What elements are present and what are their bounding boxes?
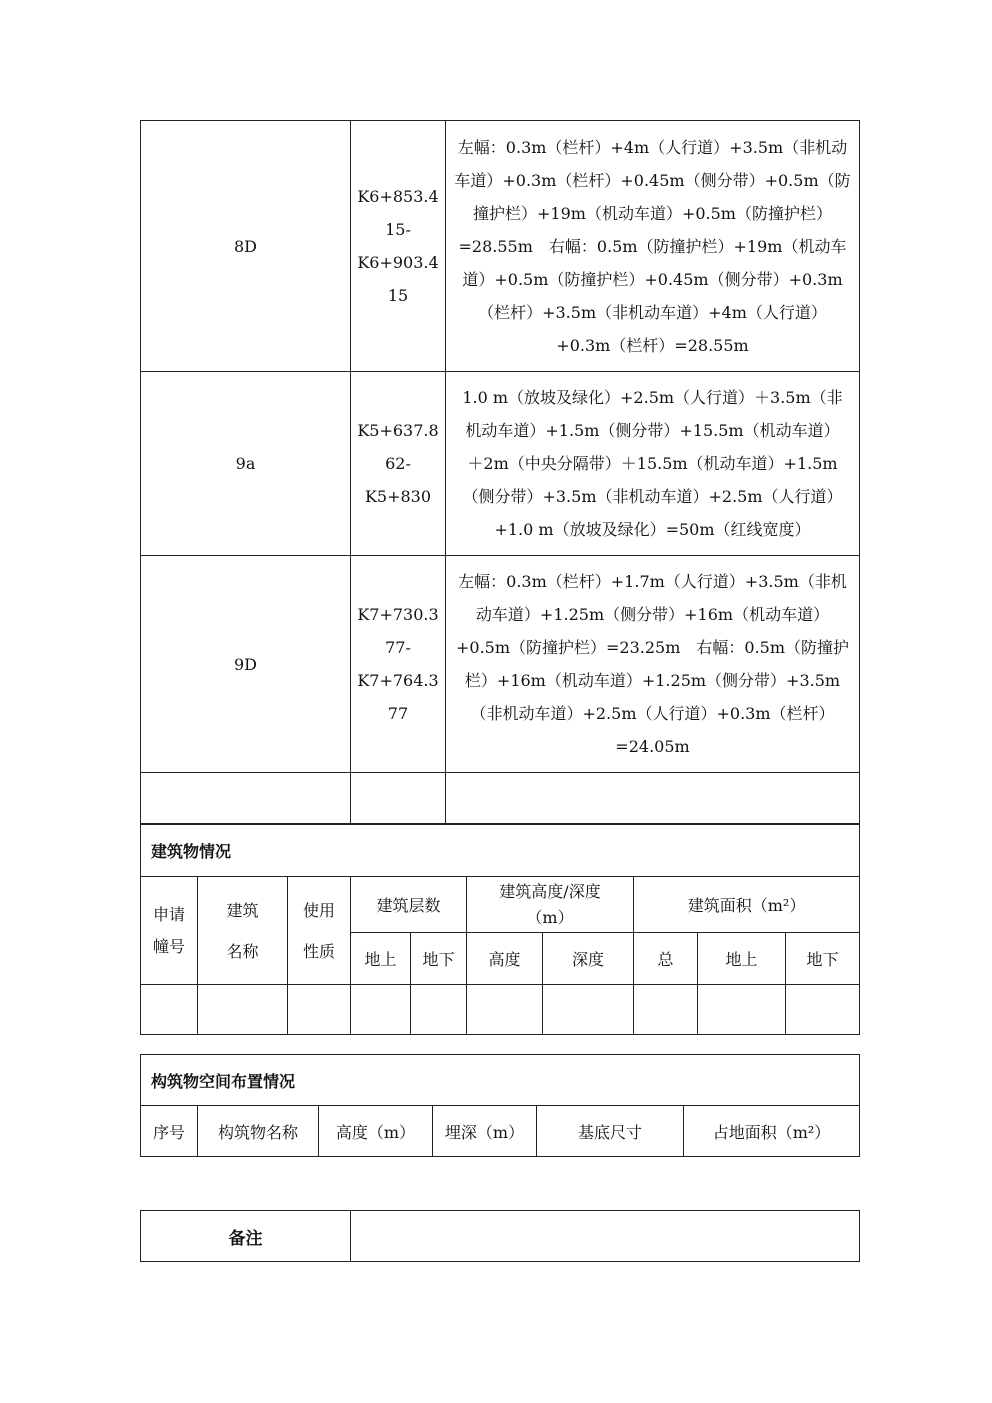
width-line: 1.0 m（放坡及绿化）+2.5m（人行道）＋3.5m（非: [462, 388, 843, 407]
sub-floors-above: 地上: [351, 933, 411, 985]
sub-area-above: 地上: [698, 933, 786, 985]
width-line: （侧分带）+3.5m（非机动车道）+2.5m（人行道）: [462, 487, 843, 506]
structures-table: [140, 1054, 860, 1157]
buildings-title-row: [141, 825, 860, 877]
stake-line: K5+830: [364, 487, 432, 506]
header-burial-depth: 埋深（m）: [433, 1106, 537, 1157]
header-seq: 序号: [141, 1106, 198, 1157]
empty-cell[interactable]: [698, 985, 786, 1035]
road-row: [141, 121, 860, 372]
road-stake-range: [351, 121, 446, 372]
structures-header-row: [141, 1106, 860, 1157]
structures-title: 构筑物空间布置情况: [141, 1055, 860, 1106]
width-line: 机动车道）+1.5m（侧分带）+15.5m（机动车道）: [465, 421, 840, 440]
header-floors: 建筑层数: [351, 877, 467, 933]
buildings-header-row: [141, 877, 860, 933]
empty-cell[interactable]: [351, 773, 446, 824]
width-line: 左幅：0.3m（栏杆）+1.7m（人行道）+3.5m（非机: [458, 572, 847, 591]
width-line: =24.05m: [615, 737, 690, 756]
width-line: 动车道）+1.25m（侧分带）+16m（机动车道）: [475, 605, 830, 624]
width-line: 栏）+16m（机动车道）+1.25m（侧分带）+3.5m: [464, 671, 841, 690]
road-width-description: [446, 556, 860, 773]
width-line: ＋2m（中央分隔带）＋15.5m（机动车道）+1.5m: [467, 454, 838, 473]
empty-cell[interactable]: [467, 985, 543, 1035]
header-building-id: 申请 幢号: [141, 877, 198, 985]
stake-line: K6+903.4: [357, 253, 439, 272]
road-row: [141, 372, 860, 556]
stake-line: 15: [387, 286, 409, 305]
road-stake-range: [351, 372, 446, 556]
empty-cell[interactable]: [634, 985, 698, 1035]
road-stake-range: [351, 556, 446, 773]
empty-cell[interactable]: [141, 985, 198, 1035]
buildings-empty-row: [141, 985, 860, 1035]
sub-area-below: 地下: [786, 933, 860, 985]
stake-line: 77-: [385, 638, 411, 657]
empty-cell[interactable]: [411, 985, 467, 1035]
remarks-value[interactable]: [351, 1211, 860, 1262]
road-row: [141, 556, 860, 773]
road-section-id: 9a: [141, 372, 351, 556]
empty-road-row: [141, 773, 860, 824]
buildings-table: [140, 824, 860, 1035]
structures-title-row: [141, 1055, 860, 1106]
sub-depth: 深度: [543, 933, 634, 985]
header-height-depth: 建筑高度/深度 （m）: [467, 877, 634, 933]
empty-cell[interactable]: [446, 773, 860, 824]
sub-area-total: 总: [634, 933, 698, 985]
sub-floors-below: 地下: [411, 933, 467, 985]
header-area: 建筑面积（m²）: [634, 877, 860, 933]
header-usage: 使用 性质: [288, 877, 351, 985]
road-section-id: 9D: [141, 556, 351, 773]
stake-line: 15-: [385, 220, 411, 239]
header-footprint-area: 占地面积（m²）: [684, 1106, 860, 1157]
header-structure-name: 构筑物名称: [198, 1106, 319, 1157]
stake-line: K5+637.8: [357, 421, 439, 440]
width-line: +1.0 m（放坡及绿化）=50m（红线宽度）: [494, 520, 811, 539]
header-height: 高度（m）: [319, 1106, 433, 1157]
header-building-name: 建筑 名称: [198, 877, 288, 985]
empty-cell[interactable]: [543, 985, 634, 1035]
remarks-label: 备注: [141, 1211, 351, 1262]
stake-line: 77: [387, 704, 409, 723]
empty-cell[interactable]: [351, 985, 411, 1035]
width-line: 道）+0.5m（防撞护栏）+0.45m（侧分带）+0.3m: [462, 269, 843, 289]
width-line: +0.5m（防撞护栏）=23.25m 右幅：0.5m（防撞护: [455, 638, 850, 657]
width-line: （栏杆）+3.5m（非机动车道）+4m（人行道）: [478, 302, 827, 322]
empty-cell[interactable]: [786, 985, 860, 1035]
remarks-row: [141, 1211, 860, 1262]
width-line: （非机动车道）+2.5m（人行道）+0.3m（栏杆）: [470, 704, 835, 723]
empty-cell[interactable]: [141, 773, 351, 824]
empty-cell[interactable]: [288, 985, 351, 1035]
width-line: 撞护栏）+19m（机动车道）+0.5m（防撞护栏）: [473, 203, 832, 223]
stake-line: K7+764.3: [357, 671, 439, 690]
sub-height: 高度: [467, 933, 543, 985]
width-line: +0.3m（栏杆）=28.55m: [556, 335, 749, 355]
width-line: 左幅：0.3m（栏杆）+4m（人行道）+3.5m（非机动: [457, 137, 848, 157]
road-width-description: [446, 121, 860, 372]
stake-line: 62-: [385, 454, 411, 473]
stake-line: K7+730.3: [357, 605, 439, 624]
road-width-description: [446, 372, 860, 556]
road-section-table: [140, 120, 860, 824]
width-line: =28.55m 右幅：0.5m（防撞护栏）+19m（机动车: [458, 236, 847, 256]
empty-cell[interactable]: [198, 985, 288, 1035]
header-base-size: 基底尺寸: [537, 1106, 684, 1157]
width-line: 车道）+0.3m（栏杆）+0.45m（侧分带）+0.5m（防: [454, 170, 851, 190]
buildings-title: 建筑物情况: [141, 825, 860, 877]
remarks-table: [140, 1210, 860, 1262]
road-section-id: 8D: [141, 121, 351, 372]
stake-line: K6+853.4: [357, 187, 439, 206]
